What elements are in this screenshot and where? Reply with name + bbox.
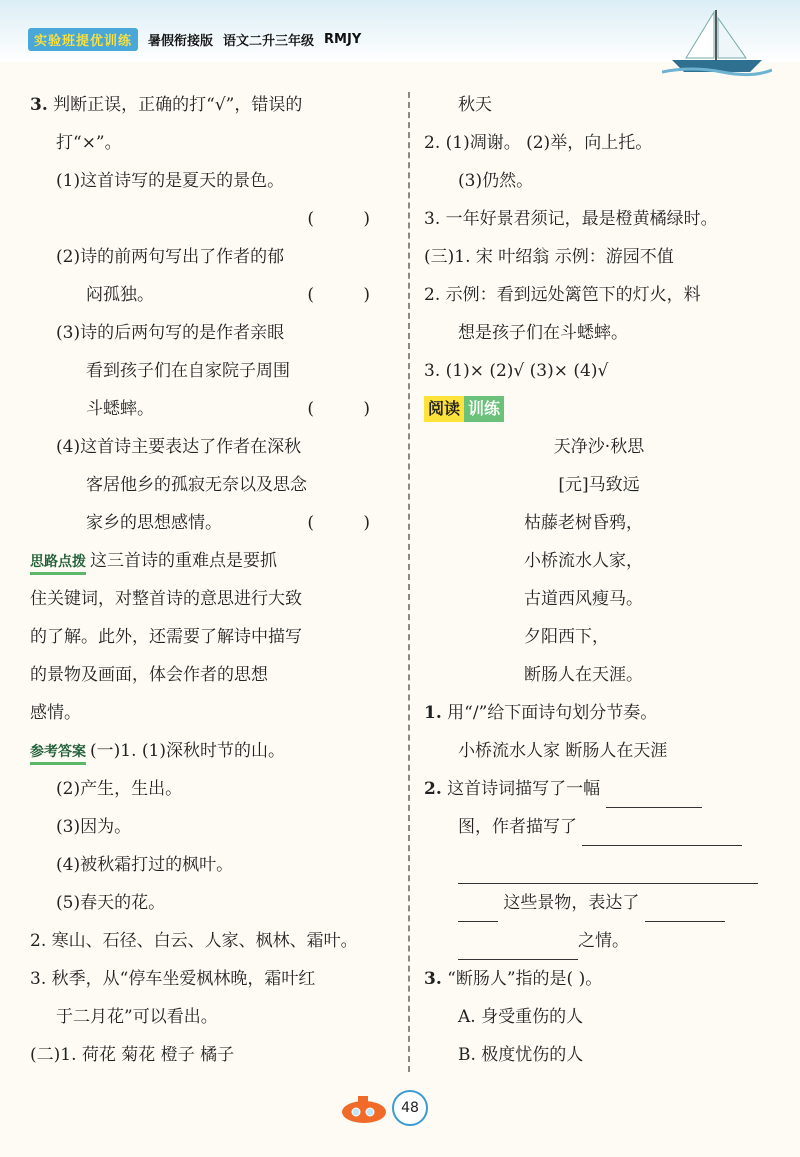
tip-line3: 的了解。此外，还需要了解诗中描写 xyxy=(30,627,302,647)
poem-line: 夕阳西下， xyxy=(524,627,609,647)
right-line6: 2. 示例：看到远处篱笆下的灯火，料 xyxy=(424,285,701,305)
answer-blank[interactable] xyxy=(458,935,578,960)
poem-author: [元]马致远 xyxy=(558,475,640,495)
left-column xyxy=(30,86,400,1074)
poem-line: 断肠人在天涯。 xyxy=(524,665,643,685)
question-2-line4: 这些景物，表达了 xyxy=(424,884,774,922)
right-line1: 秋天 xyxy=(458,95,492,115)
statement-4-line1: (4)这首诗主要表达了作者在深秋 xyxy=(56,437,302,457)
statement-3-line3: 斗蟋蟀。 ( ) xyxy=(86,399,392,419)
right-line3: (3)仍然。 xyxy=(458,171,534,191)
right-line5: (三)1. 宋 叶绍翁 示例：游园不值 xyxy=(424,247,674,267)
answer-tag: 参考答案 xyxy=(30,742,86,765)
answer-line6: 2. 寒山、石径、白云、人家、枫林、霜叶。 xyxy=(30,931,358,951)
right-line2: 2. (1)凋谢。 (2)举，向上托。 xyxy=(424,133,653,153)
answer-blank[interactable] xyxy=(606,783,702,808)
tip-line4: 的景物及画面，体会作者的思想 xyxy=(30,665,268,685)
reading-badge: 阅读 训练 xyxy=(424,396,504,422)
statement-2-line2: 闷孤独。 ( ) xyxy=(86,285,392,305)
poem-line: 古道西风瘦马。 xyxy=(524,589,643,609)
question-2-line2: 图，作者描写了 xyxy=(424,808,774,846)
answer-line4: (4)被秋霜打过的枫叶。 xyxy=(56,855,234,875)
reading-badge-row xyxy=(424,390,774,428)
poem-line: 小桥流水人家， xyxy=(524,551,643,571)
brand-label: 实验班提优训练 xyxy=(28,28,138,51)
statement-3-line2: 看到孩子们在自家院子周围 xyxy=(86,361,290,381)
answer-line9: (二)1. 荷花 菊花 橙子 橘子 xyxy=(30,1045,235,1065)
poem-title: 天净沙·秋思 xyxy=(553,437,645,457)
answer-line8: 于二月花”可以看出。 xyxy=(56,1007,218,1027)
q3-line1: 3. 判断正误，正确的打“√”，错误的 xyxy=(30,95,303,115)
page-header xyxy=(28,28,361,50)
answer-line5: (5)春天的花。 xyxy=(56,893,166,913)
answer-blank[interactable] xyxy=(645,897,725,922)
question-2-line3 xyxy=(424,846,774,884)
statement-4-line3: 家乡的思想感情。 ( ) xyxy=(86,513,392,533)
q3-line2: 打“×”。 xyxy=(56,133,122,153)
tip-line5: 感情。 xyxy=(30,703,81,723)
answer-blank[interactable] xyxy=(458,859,758,884)
submarine-icon xyxy=(338,1090,390,1126)
code-label: RMJY xyxy=(324,31,362,47)
poem-line: 枯藤老树昏鸦， xyxy=(524,513,643,533)
page-number: 48 xyxy=(392,1090,428,1126)
option-a[interactable]: A. 身受重伤的人 xyxy=(458,1007,584,1027)
answer-line3: (3)因为。 xyxy=(56,817,132,837)
statement-1: (1)这首诗写的是夏天的景色。 xyxy=(56,171,285,191)
tip-line2: 住关键词，对整首诗的意思进行大致 xyxy=(30,589,302,609)
question-1-sub: 小桥流水人家 断肠人在天涯 xyxy=(458,741,668,761)
tip-line1: 思路点拨 这三首诗的重难点是要抓 xyxy=(30,542,400,580)
answer-line1: 参考答案 (一)1. (1)深秋时节的山。 xyxy=(30,732,400,770)
question-2-line5: 之情。 xyxy=(424,922,774,960)
right-column xyxy=(424,86,774,1074)
right-line8: 3. (1)× (2)√ (3)× (4)√ xyxy=(424,361,609,381)
subject-label: 语文二升三年级 xyxy=(223,33,315,49)
right-line4: 3. 一年好景君须记，最是橙黄橘绿时。 xyxy=(424,209,718,229)
edition-label: 暑假衔接版 xyxy=(148,33,214,49)
answer-paren-1: ( ) xyxy=(307,209,392,229)
statement-3-line1: (3)诗的后两句写的是作者亲眼 xyxy=(56,323,285,343)
right-line7: 想是孩子们在斗蟋蟀。 xyxy=(458,323,628,343)
tip-tag: 思路点拨 xyxy=(30,552,86,575)
question-1: 1. 用“/”给下面诗句划分节奏。 xyxy=(424,703,658,723)
statement-4-line2: 客居他乡的孤寂无奈以及思念 xyxy=(86,475,307,495)
answer-blank[interactable] xyxy=(582,821,742,846)
question-3: 3. “断肠人”指的是( )。 xyxy=(424,969,603,989)
column-divider xyxy=(408,92,410,1072)
answer-line2: (2)产生，生出。 xyxy=(56,779,183,799)
option-b[interactable]: B. 极度忧伤的人 xyxy=(458,1045,584,1065)
statement-2-line1: (2)诗的前两句写出了作者的郁 xyxy=(56,247,285,267)
sailboat-icon xyxy=(662,8,772,78)
question-2-line1: 2. 这首诗词描写了一幅 xyxy=(424,770,774,808)
answer-line7: 3. 秋季，从“停车坐爱枫林晚，霜叶红 xyxy=(30,969,316,989)
answer-blank[interactable] xyxy=(458,897,498,922)
